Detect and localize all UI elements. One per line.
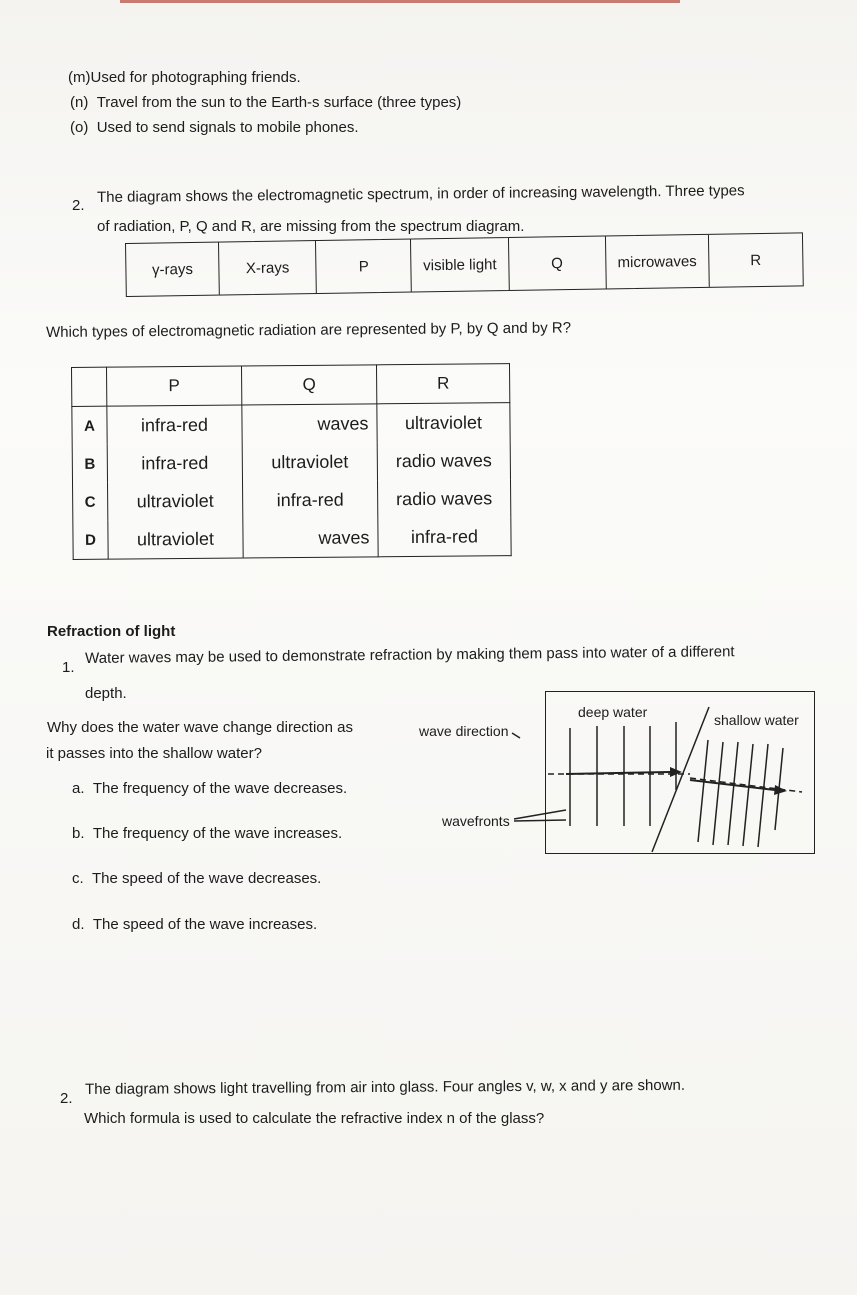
cell-p: infra-red (107, 405, 242, 445)
header-p: P (107, 366, 242, 406)
refraction-q1-number: 1. (62, 659, 75, 676)
cell-q: waves (243, 518, 378, 558)
deep-direction-ray (566, 772, 670, 774)
cell-r: radio waves (377, 441, 510, 480)
refraction-prompt-line1: Why does the water wave change direction as (47, 719, 353, 736)
option-d: d. The speed of the wave increases. (72, 916, 318, 933)
label-shallow-water: shallow water (714, 712, 799, 728)
section-heading-refraction: Refraction of light (47, 623, 176, 640)
refracted-dashed-line (690, 778, 802, 792)
wavefront-pointer (514, 820, 566, 821)
spectrum-cell-xrays: X-rays (219, 241, 317, 295)
refraction-q1-line2: depth. (85, 685, 127, 702)
item-o: (o) Used to send signals to mobile phones. (70, 119, 359, 136)
refraction-q2-line1: The diagram shows light travelling from air into glass. Four angles v, w, x and y are shown. (85, 1076, 686, 1098)
spectrum-cell-r: R (750, 251, 762, 269)
refraction-q1-line1: Water waves may be used to demonstrate refraction by making them pass into water of a different (85, 643, 735, 667)
header-r: R (376, 364, 509, 404)
option-a: a. The frequency of the wave decreases. (72, 780, 348, 797)
spectrum-cell-p: P (316, 240, 412, 293)
cell-p: ultraviolet (108, 482, 243, 521)
cell-q: ultraviolet (242, 442, 377, 481)
cell-r: infra-red (378, 517, 511, 557)
spectrum-cell-visible: visible light (411, 238, 509, 292)
cell-p: infra-red (107, 444, 242, 483)
spectrum-cell-q: Q (509, 236, 607, 290)
shallow-wavefront (758, 744, 768, 847)
refraction-q2-line2: Which formula is used to calculate the refractive index n of the glass? (84, 1110, 545, 1127)
cell-r: ultraviolet (377, 403, 510, 443)
spectrum-cell-gamma: γ-rays (126, 243, 220, 296)
wavefront-pointer (514, 810, 566, 819)
row-label: D (73, 521, 108, 560)
q2-text-line1: The diagram shows the electromagnetic spectrum, in order of increasing wavelength. Three types (97, 182, 745, 206)
shallow-wavefront (728, 742, 738, 845)
item-n: (n) Travel from the sun to the Earth-s surface (three types) (70, 94, 462, 111)
q2-number: 2. (72, 197, 85, 214)
cell-q: waves (242, 404, 377, 444)
refraction-q2-number: 2. (60, 1090, 73, 1107)
q2-question: Which types of electromagnetic radiation are represented by P, by Q and by R? (46, 319, 572, 341)
shallow-wavefront (743, 744, 753, 846)
shallow-wavefront (713, 742, 723, 845)
row-label: B (72, 445, 107, 483)
cell-q: infra-red (243, 480, 378, 519)
row-label: A (72, 406, 107, 445)
label-wavefronts: wavefronts (442, 813, 510, 829)
header-q: Q (241, 365, 376, 405)
direction-pointer (512, 733, 520, 738)
spectrum-cell-microwaves: microwaves (606, 235, 710, 289)
option-b: b. The frequency of the wave increases. (72, 825, 343, 842)
item-m: (m)Used for photographing friends. (68, 69, 301, 86)
q2-text-line2: of radiation, P, Q and R, are missing from the spectrum diagram. (97, 218, 525, 235)
label-wave-direction: wave direction (419, 723, 509, 739)
row-label: C (73, 483, 108, 521)
option-c: c. The speed of the wave decreases. (72, 870, 322, 887)
cell-r: radio waves (378, 479, 511, 518)
cell-p: ultraviolet (108, 520, 243, 560)
shallow-wavefront (698, 740, 708, 842)
label-deep-water: deep water (578, 704, 648, 720)
refraction-prompt-line2: it passes into the shallow water? (46, 745, 262, 762)
